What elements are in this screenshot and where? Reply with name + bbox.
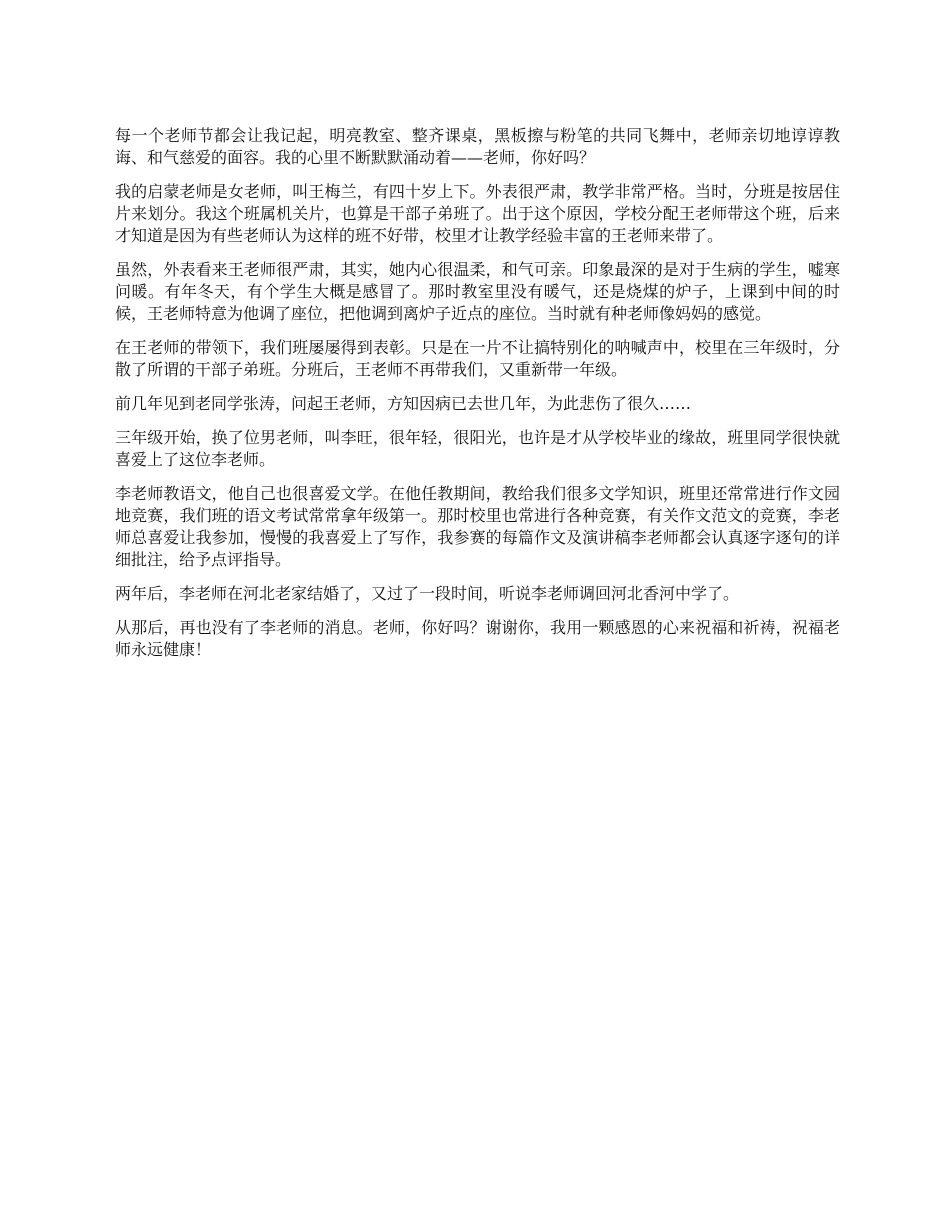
document-body bbox=[115, 125, 840, 673]
paragraph-8: 两年后，李老师在河北老家结婚了，又过了一段时间，听说李老师调回河北香河中学了。 bbox=[115, 584, 740, 603]
paragraph-3: 虽然，外表看来王老师很严肃，其实，她内心很温柔，和气可亲。印象最深的是对于生病的学生，嘘寒问暖。有年冬天，有个学生大概是感冒了。那时教室里没有暖气，还是烧煤的炉子，上课到中间的时候，王老师特意为他调了座位，把他调到离炉子近点的座位。当时就有种老师像妈妈的感觉。 bbox=[115, 260, 840, 323]
paragraph-4: 在王老师的带领下，我们班屡屡得到表彰。只是在一片不让搞特别化的呐喊声中，校里在三年级时，分散了所谓的干部子弟班。分班后，王老师不再带我们，又重新带一年级。 bbox=[115, 338, 840, 379]
paragraph-7: 李老师教语文，他自己也很喜爱文学。在他任教期间，教给我们很多文学知识，班里还常常进行作文园地竞赛，我们班的语文考试常常拿年级第一。那时校里也常进行各种竞赛，有关作文范文的竞赛，李老师总喜爱让我参加，慢慢的我喜爱上了写作，我参赛的每篇作文及演讲稿李老师都会认真逐字逐句的详细批注，给予点评指导。 bbox=[115, 484, 840, 569]
paragraph-5: 前几年见到老同学张涛，问起王老师，方知因病已去世几年，为此悲伤了很久…… bbox=[115, 394, 692, 413]
paragraph-1: 每一个老师节都会让我记起，明亮教室、整齐课桌，黑板擦与粉笔的共同飞舞中，老师亲切地谆谆教诲、和气慈爱的面容。我的心里不断默默涌动着——老师，你好吗？ bbox=[115, 126, 840, 167]
paragraph-9: 从那后，再也没有了李老师的消息。老师，你好吗？谢谢你，我用一颗感恩的心来祝福和祈祷，祝福老师永远健康！ bbox=[115, 618, 840, 659]
paragraph-2: 我的启蒙老师是女老师，叫王梅兰，有四十岁上下。外表很严肃，教学非常严格。当时，分班是按居住片来划分。我这个班属机关片，也算是干部子弟班了。出于这个原因，学校分配王老师带这个班，后来才知道是因为有些老师认为这样的班不好带，校里才让教学经验丰富的王老师来带了。 bbox=[115, 182, 840, 245]
paragraph-6: 三年级开始，换了位男老师，叫李旺，很年轻，很阳光，也许是才从学校毕业的缘故，班里同学很快就喜爱上了这位李老师。 bbox=[115, 428, 840, 469]
